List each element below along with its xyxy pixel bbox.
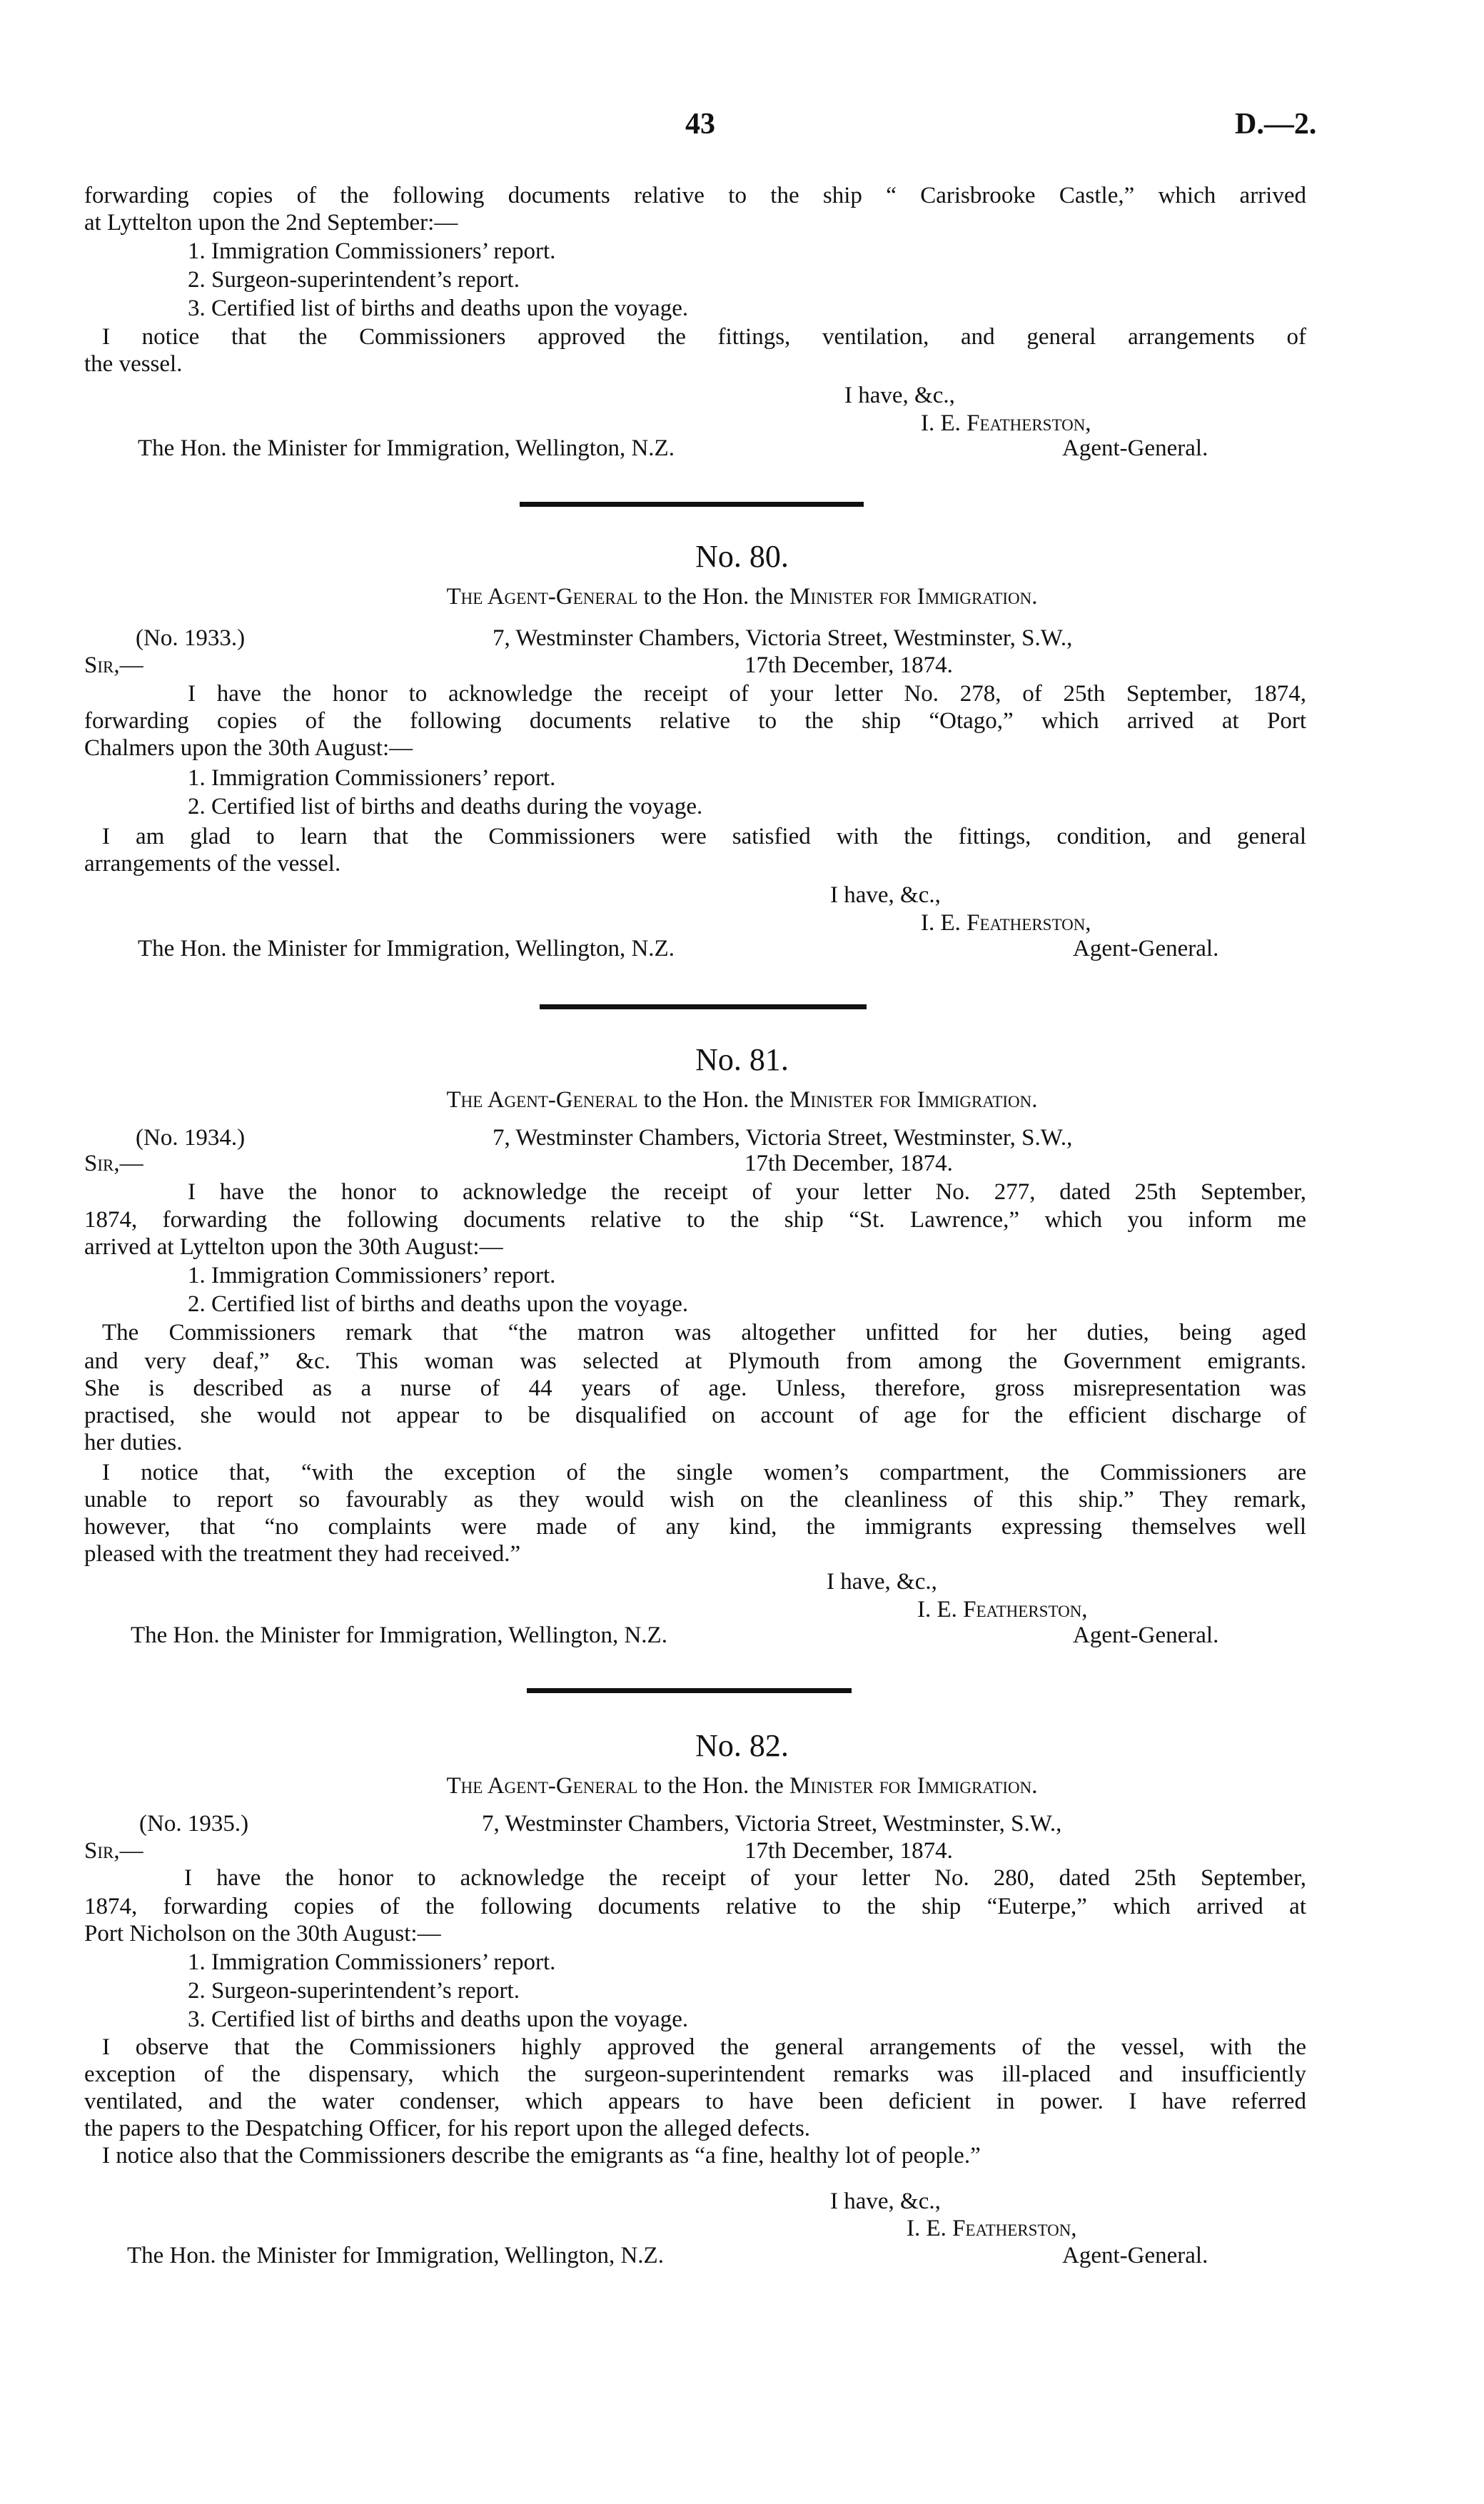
signer-title: Agent-General.	[1073, 936, 1219, 961]
signer: I. E. Featherston,	[917, 1597, 1088, 1622]
body-line: unable to report so favourably as they would wish on the cleanliness of this ship.” They remark,	[84, 1487, 1306, 1513]
closing: I have, &c.,	[827, 1569, 937, 1595]
letter-date: 17th December, 1874.	[744, 1838, 953, 1864]
signer-title: Agent-General.	[1062, 435, 1208, 461]
body-line: I have the honor to acknowledge the receipt of your letter No. 278, of 25th September, 1874,	[188, 681, 1306, 707]
letter-heading	[0, 1772, 1484, 1799]
body-line: 1874, forwarding copies of the following documents relative to the ship “Euterpe,” which arrived at	[84, 1894, 1306, 1919]
body-line: and very deaf,” &c. This woman was selected at Plymouth from among the Government emigrants.	[84, 1348, 1306, 1374]
list-item: 2. Certified list of births and deaths upon the voyage.	[188, 1291, 689, 1317]
page-number: 43	[685, 108, 715, 141]
letter-address: 7, Westminster Chambers, Victoria Street, Westminster, S.W.,	[493, 625, 1073, 651]
signer-title: Agent-General.	[1073, 1622, 1219, 1648]
closing: I have, &c.,	[830, 2189, 941, 2214]
intro-para: I notice that the Commissioners approved the fittings, ventilation, and general arrangements of	[102, 324, 1306, 350]
body-line: She is described as a nurse of 44 years of age. Unless, therefore, gross misrepresentation was	[84, 1375, 1306, 1401]
closing: I have, &c.,	[830, 882, 941, 908]
signer: I. E. Featherston,	[907, 2216, 1077, 2241]
body-line: I notice that, “with the exception of the single women’s compartment, the Commissioners are	[102, 1460, 1306, 1485]
body-line: arrived at Lyttelton upon the 30th August:—	[84, 1234, 503, 1260]
list-item: 3. Certified list of births and deaths upon the voyage.	[188, 2006, 689, 2032]
signer: I. E. Featherston,	[921, 410, 1091, 436]
letter-number: No. 80.	[695, 539, 789, 574]
body-line: I am glad to learn that the Commissioners were satisfied with the fittings, condition, and general	[102, 824, 1306, 849]
letter-address: 7, Westminster Chambers, Victoria Street, Westminster, S.W.,	[493, 1125, 1073, 1151]
letter-address: 7, Westminster Chambers, Victoria Street, Westminster, S.W.,	[482, 1811, 1062, 1837]
section-divider	[520, 502, 864, 507]
heading-connector: to the Hon. the	[643, 584, 784, 610]
list-item: 1. Immigration Commissioners’ report.	[188, 1949, 556, 1975]
document-code: D.—2.	[1235, 108, 1317, 141]
body-line: her duties.	[84, 1430, 183, 1455]
signer-title: Agent-General.	[1062, 2243, 1208, 2268]
body-line: arrangements of the vessel.	[84, 851, 341, 877]
heading-from: The Agent-General	[446, 584, 638, 610]
body-line: ventilated, and the water condenser, which appears to have been deficient in power. I have referred	[84, 2089, 1306, 2114]
intro-line: at Lyttelton upon the 2nd September:—	[84, 210, 458, 236]
salutation: Sir,—	[84, 1838, 143, 1864]
body-line: I observe that the Commissioners highly approved the general arrangements of the vessel, with the	[102, 2034, 1306, 2060]
addressee: The Hon. the Minister for Immigration, Wellington, N.Z.	[138, 435, 675, 461]
addressee: The Hon. the Minister for Immigration, Wellington, N.Z.	[138, 936, 675, 961]
body-line: I have the honor to acknowledge the receipt of your letter No. 280, dated 25th September,	[184, 1865, 1306, 1891]
letter-number: No. 82.	[695, 1728, 789, 1763]
letter-reference: (No. 1935.)	[139, 1811, 249, 1837]
heading-from: The Agent-General	[446, 1773, 638, 1799]
addressee: The Hon. the Minister for Immigration, Wellington, N.Z.	[131, 1622, 667, 1648]
intro-item: 1. Immigration Commissioners’ report.	[188, 238, 556, 264]
signer: I. E. Featherston,	[921, 910, 1091, 936]
body-line: practised, she would not appear to be disqualified on account of age for the efficient discharge of	[84, 1403, 1306, 1428]
list-item: 1. Immigration Commissioners’ report.	[188, 765, 556, 791]
intro-para: the vessel.	[84, 351, 183, 377]
intro-item: 3. Certified list of births and deaths upon the voyage.	[188, 296, 689, 321]
section-divider	[527, 1688, 852, 1693]
heading-to: Minister for Immigration.	[789, 584, 1038, 610]
heading-to: Minister for Immigration.	[789, 1773, 1038, 1799]
body-line: Port Nicholson on the 30th August:—	[84, 1921, 441, 1947]
body-line: exception of the dispensary, which the surgeon-superintendent remarks was ill-placed and insufficiently	[84, 2061, 1306, 2087]
body-line: I have the honor to acknowledge the receipt of your letter No. 277, dated 25th September,	[188, 1179, 1306, 1205]
body-line: however, that “no complaints were made of any kind, the immigrants expressing themselves well	[84, 1514, 1306, 1540]
letter-number: No. 81.	[695, 1042, 789, 1077]
list-item: 2. Surgeon-superintendent’s report.	[188, 1978, 520, 2004]
letter-heading	[0, 583, 1484, 610]
body-line: the papers to the Despatching Officer, for his report upon the alleged defects.	[84, 2116, 811, 2141]
body-line: pleased with the treatment they had received.”	[84, 1541, 521, 1567]
heading-from: The Agent-General	[446, 1087, 638, 1113]
list-item: 1. Immigration Commissioners’ report.	[188, 1263, 556, 1288]
intro-item: 2. Surgeon-superintendent’s report.	[188, 267, 520, 293]
salutation: Sir,—	[84, 1151, 143, 1176]
body-line: I notice also that the Commissioners describe the emigrants as “a fine, healthy lot of people.”	[102, 2143, 981, 2169]
closing: I have, &c.,	[844, 383, 955, 408]
heading-connector: to the Hon. the	[643, 1773, 784, 1799]
letter-reference: (No. 1934.)	[136, 1125, 246, 1151]
body-line: forwarding copies of the following documents relative to the ship “Otago,” which arrived at Port	[84, 708, 1306, 734]
intro-line: forwarding copies of the following documents relative to the ship “ Carisbrooke Castle,” which arrived	[84, 183, 1306, 208]
heading-connector: to the Hon. the	[643, 1087, 784, 1113]
salutation: Sir,—	[84, 652, 143, 678]
section-divider	[540, 1004, 867, 1009]
heading-to: Minister for Immigration.	[789, 1087, 1038, 1113]
letter-date: 17th December, 1874.	[744, 1151, 953, 1176]
letter-heading	[0, 1086, 1484, 1114]
addressee: The Hon. the Minister for Immigration, Wellington, N.Z.	[127, 2243, 664, 2268]
list-item: 2. Certified list of births and deaths during the voyage.	[188, 794, 703, 819]
body-line: 1874, forwarding the following documents relative to the ship “St. Lawrence,” which you inform me	[84, 1207, 1306, 1233]
body-line: Chalmers upon the 30th August:—	[84, 735, 413, 761]
body-line: The Commissioners remark that “the matron was altogether unfitted for her duties, being aged	[102, 1320, 1306, 1346]
letter-date: 17th December, 1874.	[744, 652, 953, 678]
letter-reference: (No. 1933.)	[136, 625, 246, 651]
